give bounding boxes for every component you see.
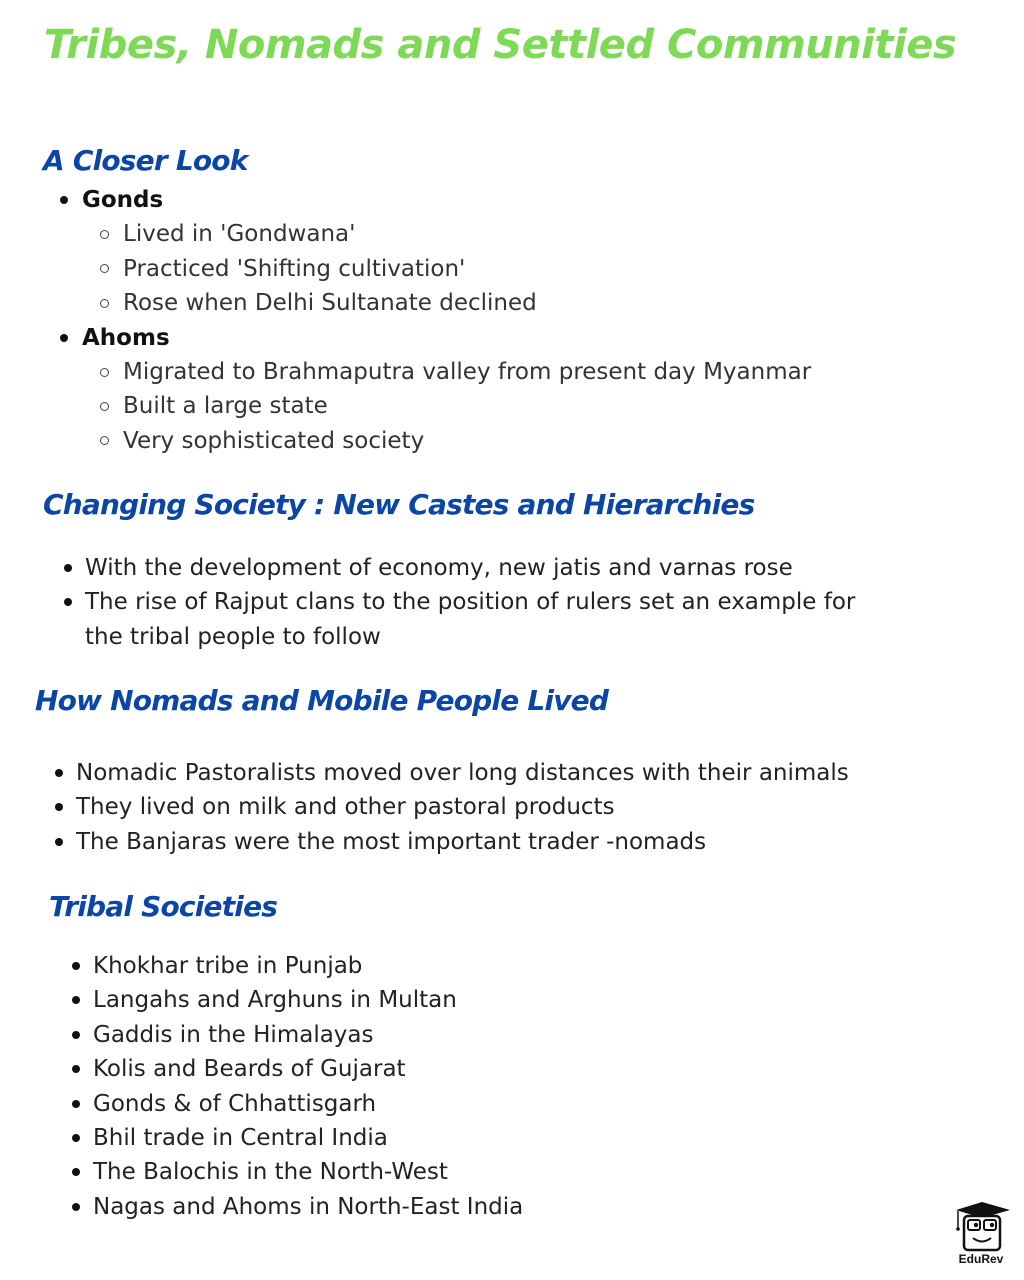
- bullet-icon: [64, 598, 72, 606]
- list-item: They lived on milk and other pastoral products: [53, 790, 953, 824]
- list-item: With the development of economy, new jatis and varnas rose: [62, 551, 882, 585]
- list-item: The Balochis in the North-West: [70, 1155, 970, 1189]
- list-item: Very sophisticated society: [58, 424, 958, 458]
- sub-bullet-icon: [100, 402, 109, 411]
- bullet-icon: [72, 1203, 80, 1211]
- list-item: Gonds & of Chhattisgarh: [70, 1087, 970, 1121]
- page-title: Tribes, Nomads and Settled Communities: [43, 22, 957, 68]
- bullet-icon: [60, 334, 68, 342]
- section-heading-nomads: How Nomads and Mobile People Lived: [35, 684, 609, 717]
- graduation-cap-icon: [946, 1200, 1016, 1256]
- bullet-icon: [72, 1134, 80, 1142]
- section-heading-tribal: Tribal Societies: [49, 890, 278, 923]
- section-heading-closer-look: A Closer Look: [43, 144, 248, 177]
- sub-bullet-icon: [100, 436, 109, 445]
- logo-text: EduRev: [958, 1252, 1004, 1266]
- bullet-icon: [55, 838, 63, 846]
- nomads-list: [53, 756, 953, 859]
- list-item-gonds: Gonds: [58, 183, 958, 217]
- list-item: Kolis and Beards of Gujarat: [70, 1052, 970, 1086]
- sub-bullet-icon: [100, 230, 109, 239]
- closer-look-list: [58, 183, 958, 458]
- tribal-list: [70, 949, 970, 1224]
- bullet-icon: [72, 1065, 80, 1073]
- list-item: Lived in 'Gondwana': [58, 217, 958, 251]
- bullet-icon: [72, 1100, 80, 1108]
- sub-bullet-icon: [100, 264, 109, 273]
- list-item: Gaddis in the Himalayas: [70, 1018, 970, 1052]
- bullet-icon: [72, 996, 80, 1004]
- bullet-icon: [64, 564, 72, 572]
- changing-society-list: [62, 551, 882, 654]
- bullet-icon: [72, 1031, 80, 1039]
- bullet-icon: [55, 803, 63, 811]
- list-item: The rise of Rajput clans to the position of rulers set an example for the tribal people to follow: [62, 585, 882, 654]
- list-item: Bhil trade in Central India: [70, 1121, 970, 1155]
- sub-bullet-icon: [100, 299, 109, 308]
- bullet-icon: [72, 962, 80, 970]
- bullet-icon: [72, 1168, 80, 1176]
- list-item: Practiced 'Shifting cultivation': [58, 252, 958, 286]
- list-item: Nomadic Pastoralists moved over long distances with their animals: [53, 756, 953, 790]
- bullet-icon: [55, 769, 63, 777]
- list-item: Langahs and Arghuns in Multan: [70, 983, 970, 1017]
- list-item-ahoms: Ahoms: [58, 321, 958, 355]
- list-item: Nagas and Ahoms in North-East India: [70, 1190, 970, 1224]
- list-item: Migrated to Brahmaputra valley from present day Myanmar: [58, 355, 958, 389]
- section-heading-changing-society: Changing Society : New Castes and Hierarchies: [43, 488, 755, 521]
- edurev-logo: [946, 1200, 1016, 1276]
- sub-bullet-icon: [100, 368, 109, 377]
- list-item: Built a large state: [58, 389, 958, 423]
- list-item: Rose when Delhi Sultanate declined: [58, 286, 958, 320]
- bullet-icon: [60, 196, 68, 204]
- list-item: Khokhar tribe in Punjab: [70, 949, 970, 983]
- list-item: The Banjaras were the most important trader -nomads: [53, 825, 953, 859]
